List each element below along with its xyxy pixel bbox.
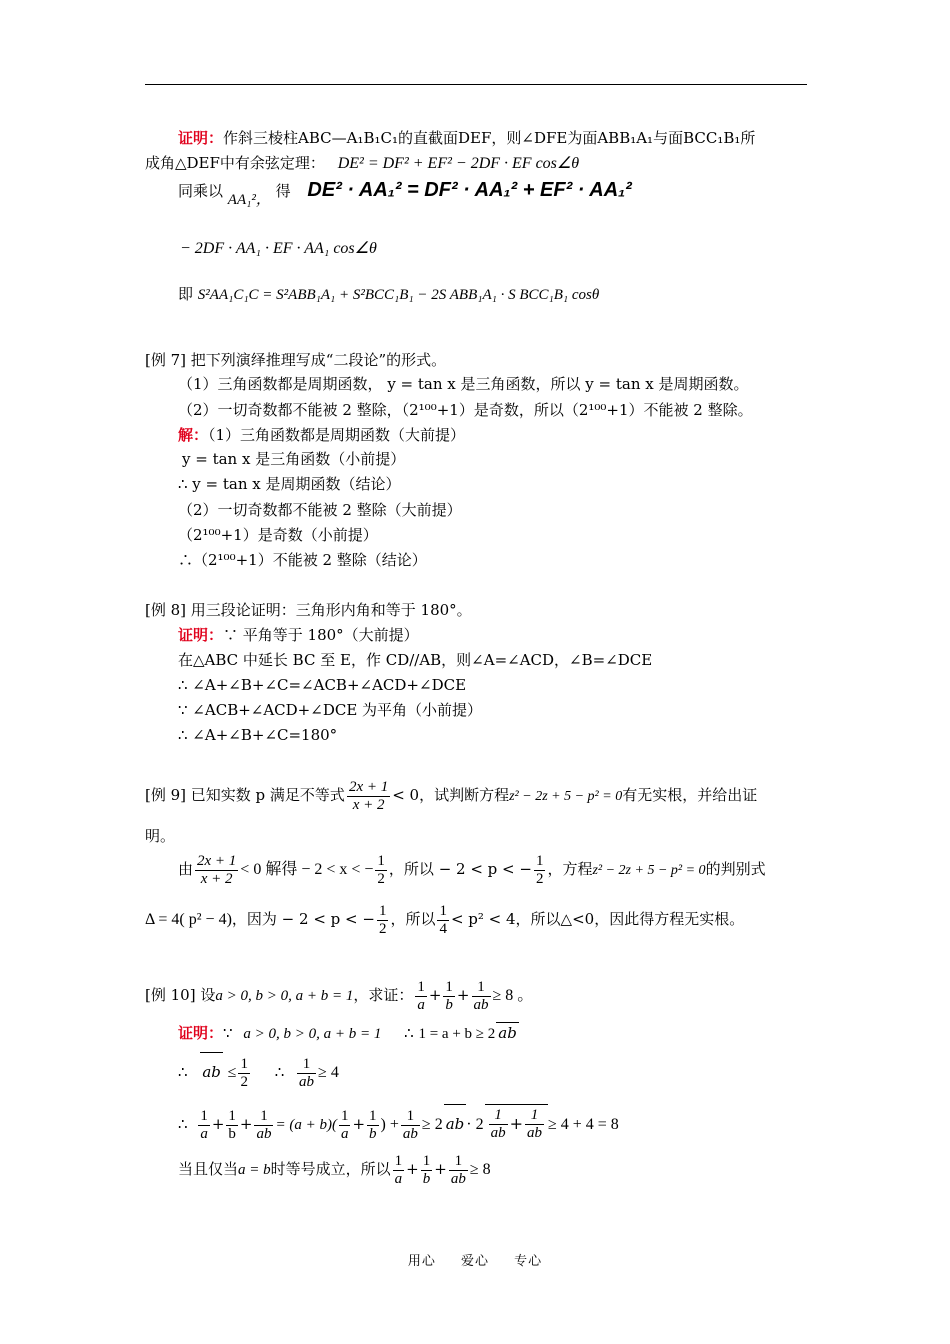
proof1-line2: 成角△DEF中有余弦定理： DE² = DF² + EF² − 2DF · EF cos∠θ (145, 154, 580, 172)
ex7-sol-1: 解：（1）三角函数都是周期函数（大前提） (178, 426, 466, 444)
ex7-title: [例 7] 把下列演绎推理写成“二段论”的形式。 (145, 351, 447, 369)
proof1-area: 即 S²AA₁C₁C = S²ABB₁A₁ + S²BCC₁B₁ − 2S ABB₁A₁ · S BCC₁B₁ cosθ (178, 285, 600, 303)
ex7-sol-4: （2）一切奇数都不能被 2 整除（大前提） (178, 501, 462, 519)
page-footer (0, 1250, 950, 1269)
proof-label: 证明： (178, 626, 224, 644)
proof1-continued: − 2DF · AA₁ · EF · AA₁ cos∠θ (180, 240, 377, 257)
header-rule (145, 84, 807, 85)
ex8-p2: 在△ABC 中延长 BC 至 E，作 CD//AB，则∠A=∠ACD，∠B=∠DCE (178, 651, 653, 669)
proof-label: 证明： (178, 129, 224, 147)
cosine-equation: DE² = DF² + EF² − 2DF · EF cos∠θ (337, 155, 580, 172)
sqrt-ab: ab (498, 1024, 517, 1042)
big-equation: DE² · AA₁² = DF² · AA₁² + EF² · AA₁² (307, 179, 632, 201)
ex7-q1: （1）三角函数都是周期函数， y = tan x 是三角函数，所以 y = tan x 是周期函数。 (178, 375, 749, 393)
inequality-fraction: $\frac{2x + 1}{x + 2}$ (348, 778, 389, 813)
footer-word: 爱心 (460, 1254, 489, 1269)
proof1-line1: 证明：作斜三棱柱ABC—A₁B₁C₁的直截面DEF，则∠DFE为面ABB₁A₁与面BCC₁B₁所 (178, 129, 756, 147)
ex9-sol-2: Δ = 4( p² − 4)，因为 − 2 < p < − $\frac{1}{2}$ ，所以 $\frac{1}{4}$ < p² < 4，所以△<0，因此得方程无实根。 (145, 902, 745, 937)
ex9-title: [例 9] 已知实数 p 满足不等式 $\frac{2x + 1}{x + 2}$ < 0，试判断方程z² − 2z + 5 − p² = 0有无实根，并给出证 (145, 778, 758, 813)
ex8-title: [例 8] 用三段论证明：三角形内角和等于 180°。 (145, 601, 472, 619)
ex7-q2: （2）一切奇数都不能被 2 整除，（2¹⁰⁰+1）是奇数，所以（2¹⁰⁰+1）不能被 2 整除。 (178, 401, 753, 419)
footer-word: 用心 (407, 1254, 436, 1269)
ex7-sol-3: ∴ y = tan x 是周期函数（结论） (178, 475, 401, 493)
ex10-proof-2: ∴ ab ≤ $\frac{1}{2}$ ∴ $\frac{1}{ab}$ ≥ 4 (178, 1052, 339, 1092)
solution-label: 解： (178, 426, 209, 444)
ex8-p5: ∴ ∠A+∠B+∠C=180° (178, 726, 338, 744)
proof1-multiply: 同乘以 AA₁²， 得 DE² · AA₁² = DF² · AA₁² + EF² · AA₁² (178, 179, 632, 208)
ex8-p4: ∵ ∠ACB+∠ACD+∠DCE 为平角（小前提） (178, 701, 483, 719)
footer-word: 专心 (514, 1254, 543, 1269)
ex8-p1: 证明：∵ 平角等于 180°（大前提） (178, 626, 419, 644)
ex10-proof-1: 证明：∵ a > 0, b > 0, a + b = 1 ∴ 1 = a + b ≥ 2 ab (178, 1024, 517, 1042)
ex7-sol-6: ∴（2¹⁰⁰+1）不能被 2 整除（结论） (178, 551, 427, 569)
ex8-p3: ∴ ∠A+∠B+∠C=∠ACB+∠ACD+∠DCE (178, 676, 467, 694)
ex9-title-end: 明。 (145, 827, 176, 845)
ex7-sol-2: y = tan x 是三角函数（小前提） (182, 450, 406, 468)
ex10-proof-3: ∴ $\frac{1}{a}$ + $\frac{1}{b}$ + $\frac{1}{ab}$ = (a + b)( $\frac{1}{a}$ + $\frac{1}{b}$ ) + $\frac{1}{ab}$ ≥ 2 ab · 2 $\frac{1}{ab}$ + $\frac{1}{ab}$ ≥ 4 + 4 = 8 (178, 1104, 619, 1144)
area-equation: S²AA₁C₁C = S²ABB₁A₁ + S²BCC₁B₁ − 2S ABB₁A₁ · S BCC₁B₁ cosθ (197, 287, 600, 303)
ex7-sol-5: （2¹⁰⁰+1）是奇数（小前提） (178, 526, 378, 544)
ex9-sol-1: 由 $\frac{2x + 1}{x + 2}$ < 0 解得 − 2 < x < − $\frac{1}{2}$ ，所以 − 2 < p < − $\frac{1}{2}$ ，方程z² − 2z + 5 − p² = 0的判别式 (178, 852, 766, 887)
ex10-proof-4: 当且仅当a = b时等号成立，所以 $\frac{1}{a}$ + $\frac{1}{b}$ + $\frac{1}{ab}$ ≥ 8 (178, 1152, 491, 1187)
ex10-title: [例 10] 设a > 0, b > 0, a + b = 1，求证： $\frac{1}{a}$ + $\frac{1}{b}$ + $\frac{1}{ab}$ ≥ 8 。 (145, 978, 534, 1013)
proof-label: 证明： (178, 1024, 224, 1042)
